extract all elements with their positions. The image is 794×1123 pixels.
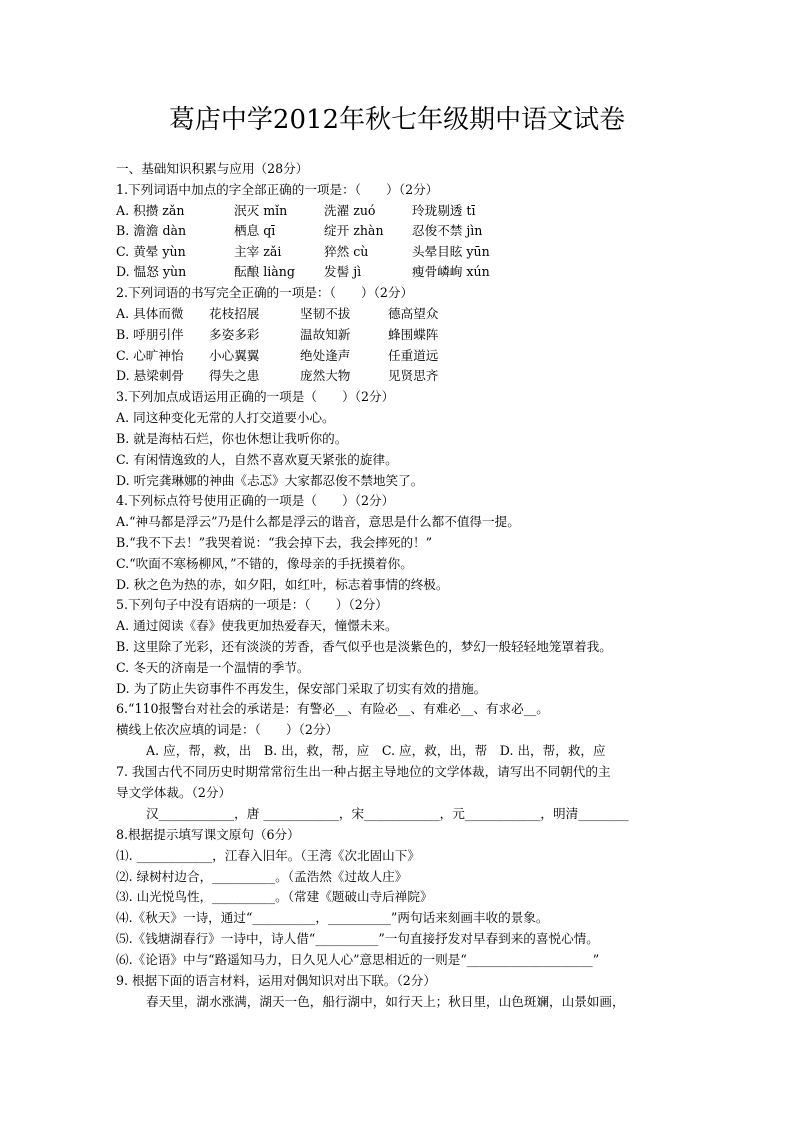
question-5-option-c: C. 冬天的济南是一个温情的季节。 (116, 660, 310, 675)
question-5-stem: 5.下列句子中没有语病的一项是：（ ）（2分） (116, 597, 388, 612)
question-3-option-d: D. 听完龚琳娜的神曲《忐忑》大家都忍俊不禁地笑了。 (116, 473, 424, 488)
question-8-stem: 8.根据提示填写课文原句（6分） (116, 827, 300, 842)
question-8-item-1: ⑴. ____________，江春入旧年。（王湾《次北固山下》 (116, 848, 420, 863)
question-8-item-3: ⑶. 山光悦鸟性，__________。（常建《题破山寺后禅院》 (116, 889, 433, 904)
question-3-stem: 3.下列加点成语运用正确的一项是（ ）（2分） (116, 389, 395, 404)
question-4-stem: 4.下列标点符号使用正确的一项是（ ）（2分） (116, 493, 395, 508)
question-4-option-a: A.“神马都是浮云”乃是什么都是浮云的谐音，意思是什么都不值得一提。 (116, 514, 520, 529)
question-2-option-d: D. 悬梁刺骨 得失之患 庞然大物 见贤思齐 (116, 368, 439, 383)
question-1-option-c: C. 黄晕 yùn 主宰 zǎi 猝然 cù 头晕目眩 yūn (116, 244, 490, 259)
question-2-option-b: B. 呼朋引伴 多姿多彩 温故知新 蜂围蝶阵 (116, 327, 439, 342)
question-4-option-b: B.“我不下去！”我哭着说：“我会掉下去，我会摔死的！” (116, 535, 433, 550)
question-2-option-a: A. 具体而微 花枝招展 坚韧不拔 德高望众 (116, 306, 439, 321)
question-1-option-a: A. 积攒 zǎn 泯灭 mǐn 洗濯 zuó 玲珑剔透 tī (116, 203, 476, 218)
question-3-option-a: A. 同这种变化无常的人打交道要小心。 (116, 410, 335, 425)
question-9-material: 春天里，湖水涨满，湖天一色，船行湖中，如行天上；秋日里，山色斑斓，山景如画， (146, 994, 625, 1009)
question-5-option-d: D. 为了防止失窃事件不再发生，保安部门采取了切实有效的措施。 (116, 681, 487, 696)
question-7-stem: 7. 我国古代不同历史时期常常衍生出一种占据主导地位的文学体裁，请写出不同朝代的主 (116, 764, 611, 779)
question-6-options: A. 应，帮，救，出 B. 出，救，帮，应 C. 应，救，出，帮 D. 出，帮，救，应 (146, 743, 606, 758)
question-4-option-c: C.“吹面不寒杨柳风，”不错的，像母亲的手抚摸着你。 (116, 556, 413, 571)
question-7-blanks: 汉____________，唐 ____________，宋____________，元____________，明清________ (146, 806, 629, 821)
question-7-stem-continued: 导文学体裁。（2分） (116, 785, 232, 800)
question-5-option-a: A. 通过阅读《春》使我更加热爱春天，憧憬未来。 (116, 618, 398, 633)
question-2-option-c: C. 心旷神怡 小心翼翼 绝处逢声 任重道远 (116, 348, 439, 363)
question-5-option-b: B. 这里除了光彩，还有淡淡的芳香，香气似乎也是淡紫色的，梦幻一般轻轻地笼罩着我。 (116, 639, 612, 654)
question-1-option-d: D. 愠怒 yùn 酝酿 liàng 发髻 jì 瘦骨嶙峋 xún (116, 264, 490, 279)
question-8-item-4: ⑷.《秋天》一诗，通过“__________，__________”两句话来刻画丰收的景象。 (116, 910, 549, 925)
question-1-stem: 1.下列词语中加点的字全部正确的一项是：（ ）（2分） (116, 182, 439, 197)
question-1-option-b: B. 澹澹 dàn 栖息 qī 绽开 zhàn 忍俊不禁 jìn (116, 223, 483, 238)
question-6-stem-continued: 横线上依次应填的词是：（ ）（2分） (116, 722, 339, 737)
question-2-stem: 2.下列词语的书写完全正确的一项是：（ ）（2分） (116, 285, 414, 300)
question-6-stem: 6.“110报警台对社会的承诺是：有警必__、有险必__、有难必__、有求必__。 (116, 701, 549, 716)
question-8-item-5: ⑸.《钱塘湖春行》一诗中，诗人借“__________”一句直接抒发对早春到来的喜悦心情。 (116, 931, 599, 946)
exam-title: 葛店中学2012年秋七年级期中语文试卷 (168, 105, 626, 135)
question-4-option-d: D. 秋之色为热的赤，如夕阳，如红叶，标志着事情的终极。 (116, 577, 449, 592)
question-8-item-6: ⑹.《论语》中与“路遥知马力，日久见人心”意思相近的一则是“____________________” (116, 952, 600, 967)
question-9-stem: 9. 根据下面的语言材料，运用对偶知识对出下联。（2分） (116, 973, 436, 988)
question-3-option-c: C. 有闲情逸致的人，自然不喜欢夏天紧张的旋律。 (116, 452, 398, 467)
section-heading: 一、基础知识积累与应用（28分） (116, 161, 309, 176)
question-3-option-b: B. 就是海枯石烂，你也休想让我听你的。 (116, 431, 348, 446)
question-8-item-2: ⑵. 绿树村边合，__________。（孟浩然《过故人庄》 (116, 869, 408, 884)
